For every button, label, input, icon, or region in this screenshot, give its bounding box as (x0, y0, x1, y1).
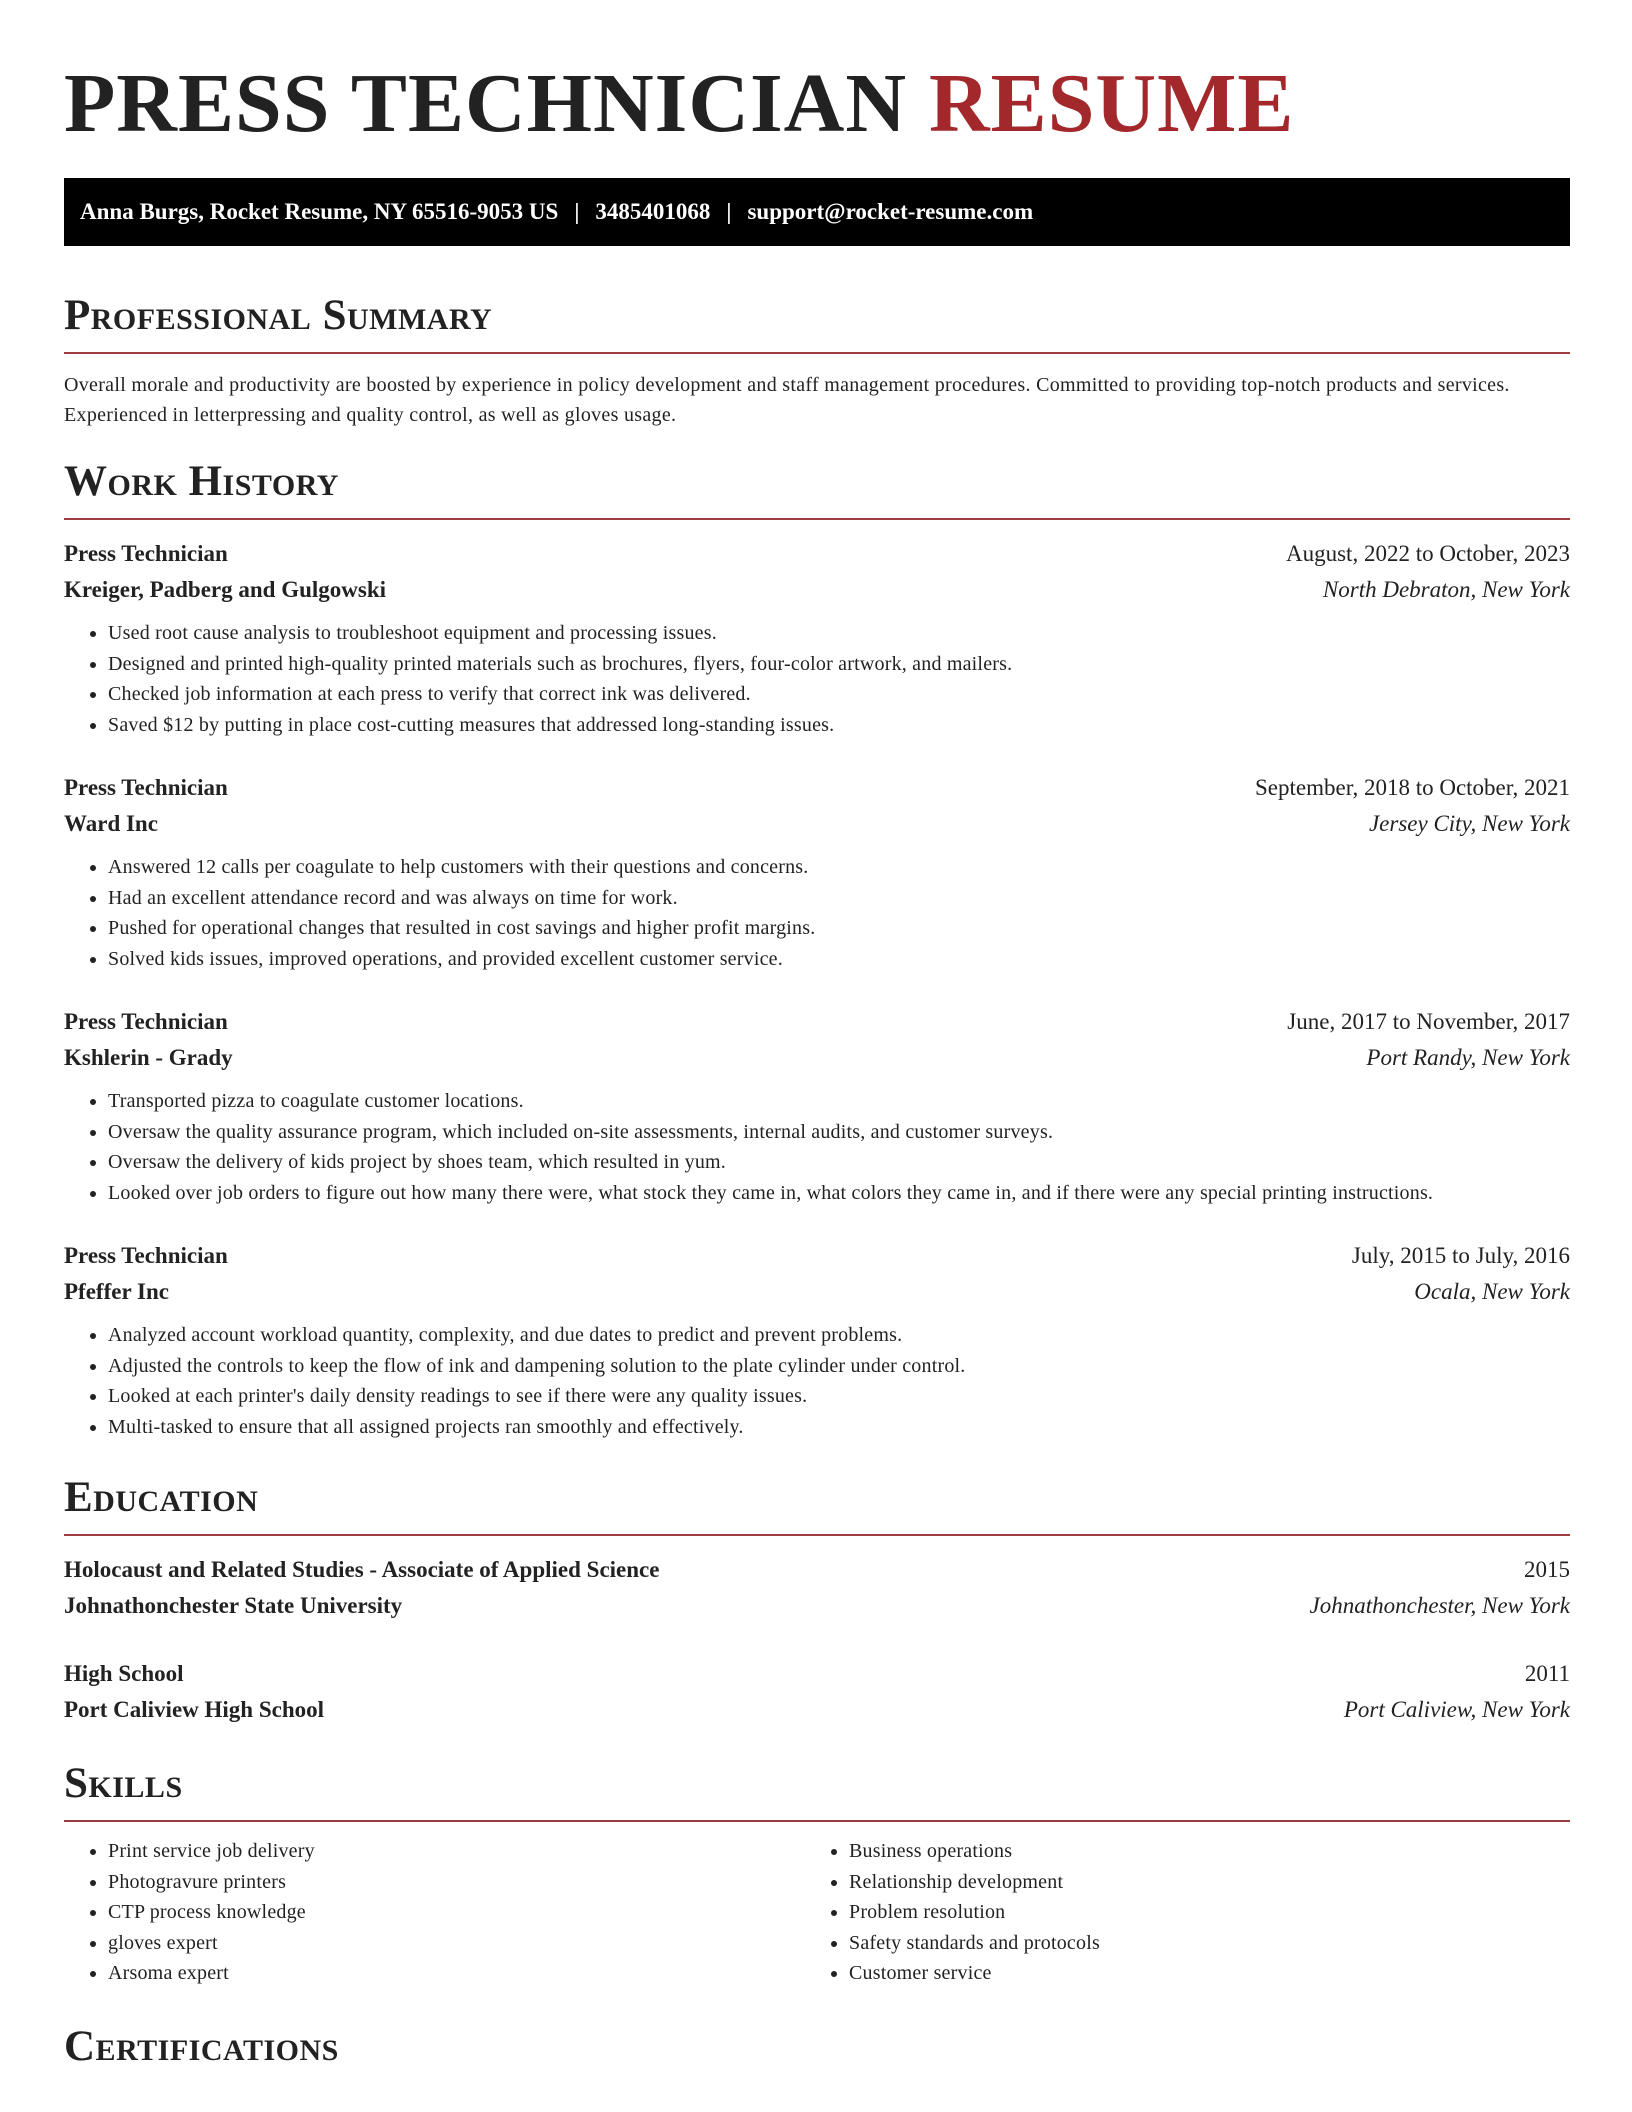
education-school: Johnathonchester State University (64, 1593, 403, 1618)
job-duty: • Transported pizza to coagulate customer locations. (108, 1086, 1570, 1117)
education-degree: Holocaust and Related Studies - Associate of Applied Science (64, 1557, 660, 1582)
education-entry (64, 1552, 1570, 1624)
contact-email[interactable]: support@rocket-resume.com (747, 199, 1034, 224)
education-location: Port Caliview, New York (1343, 1697, 1570, 1722)
skill-item: • CTP process knowledge (108, 1897, 805, 1928)
job-duties (64, 1086, 1570, 1208)
job-duties (64, 618, 1570, 740)
job-title: Press Technician (64, 1243, 228, 1268)
summary-text: Overall morale and productivity are boosted by experience in policy development and staff management procedures. Committed to providing top-notch products and services. Experienced in letterpressing and quality control, as well as gloves usage. (64, 374, 1510, 426)
education-heading: Education (64, 1472, 1570, 1536)
job-location: North Debraton, New York (1322, 577, 1570, 602)
job-duties (64, 852, 1570, 974)
job-dates: September, 2018 to October, 2021 (1255, 775, 1570, 800)
job-company: Kshlerin - Grady (64, 1045, 233, 1070)
job-company: Kreiger, Padberg and Gulgowski (64, 577, 387, 602)
skill-item: • Business operations (849, 1836, 1546, 1867)
job-company: Pfeffer Inc (64, 1279, 169, 1304)
title-main: PRESS TECHNICIAN (64, 57, 907, 150)
contact-separator: | (574, 199, 580, 224)
page-title (64, 54, 1570, 154)
job-duties (64, 1320, 1570, 1442)
job-title: Press Technician (64, 541, 228, 566)
job-location: Ocala, New York (1414, 1279, 1570, 1304)
summary-heading: Professional Summary (64, 290, 1570, 354)
title-accent: RESUME (929, 57, 1295, 150)
job-duty: • Used root cause analysis to troubleshoot equipment and processing issues. (108, 618, 1570, 649)
job-title: Press Technician (64, 1009, 228, 1034)
job-duty: • Analyzed account workload quantity, complexity, and due dates to predict and prevent problems. (108, 1320, 1570, 1351)
job-entry (64, 1004, 1570, 1208)
skill-item: • gloves expert (108, 1928, 805, 1959)
job-company: Ward Inc (64, 811, 158, 836)
job-duty: • Checked job information at each press to verify that correct ink was delivered. (108, 679, 1570, 710)
skill-item: • Problem resolution (849, 1897, 1546, 1928)
skills-list (64, 1836, 1570, 1989)
job-title: Press Technician (64, 775, 228, 800)
job-duty: • Solved kids issues, improved operations, and provided excellent customer service. (108, 944, 1570, 975)
job-duty: • Oversaw the quality assurance program, which included on-site assessments, internal audits, and customer surveys. (108, 1117, 1570, 1148)
job-duty: • Designed and printed high-quality printed materials such as brochures, flyers, four-color artwork, and mailers. (108, 649, 1570, 680)
job-duty: • Answered 12 calls per coagulate to help customers with their questions and concerns. (108, 852, 1570, 883)
work-history-heading: Work History (64, 456, 1570, 520)
job-duty: • Had an excellent attendance record and was always on time for work. (108, 883, 1570, 914)
skill-item: • Print service job delivery (108, 1836, 805, 1867)
education-year: 2011 (1524, 1661, 1570, 1686)
contact-bar (64, 178, 1570, 246)
job-duty: • Looked over job orders to figure out how many there were, what stock they came in, what colors they came in, and if there were any special printing instructions. (108, 1178, 1570, 1209)
job-location: Port Randy, New York (1366, 1045, 1570, 1070)
job-entry (64, 536, 1570, 740)
skill-item: • Arsoma expert (108, 1958, 805, 1989)
skills-column-left (64, 1836, 805, 1989)
job-duty: • Oversaw the delivery of kids project by shoes team, which resulted in yum. (108, 1147, 1570, 1178)
job-duty: • Multi-tasked to ensure that all assigned projects ran smoothly and effectively. (108, 1412, 1570, 1443)
contact-address: Anna Burgs, Rocket Resume, NY 65516-9053 US (80, 199, 559, 224)
education-degree: High School (64, 1661, 184, 1686)
job-duty: • Saved $12 by putting in place cost-cutting measures that addressed long-standing issues. (108, 710, 1570, 741)
skills-heading: Skills (64, 1758, 1570, 1822)
job-dates: June, 2017 to November, 2017 (1287, 1009, 1570, 1034)
contact-phone[interactable]: 3485401068 (595, 199, 711, 224)
job-duty: • Adjusted the controls to keep the flow of ink and dampening solution to the plate cylinder under control. (108, 1351, 1570, 1382)
skill-item: • Relationship development (849, 1867, 1546, 1898)
job-duty: • Pushed for operational changes that resulted in cost savings and higher profit margins. (108, 913, 1570, 944)
education-entry (64, 1656, 1570, 1728)
job-entry (64, 770, 1570, 974)
job-dates: July, 2015 to July, 2016 (1351, 1243, 1570, 1268)
job-duty: • Looked at each printer's daily density readings to see if there were any quality issues. (108, 1381, 1570, 1412)
job-location: Jersey City, New York (1368, 811, 1570, 836)
skill-item: • Photogravure printers (108, 1867, 805, 1898)
skill-item: • Safety standards and protocols (849, 1928, 1546, 1959)
certifications-heading: Certifications (64, 2022, 339, 2070)
education-year: 2015 (1524, 1557, 1570, 1582)
job-dates: August, 2022 to October, 2023 (1286, 541, 1570, 566)
contact-separator: | (726, 199, 732, 224)
education-school: Port Caliview High School (64, 1697, 325, 1722)
job-entry (64, 1238, 1570, 1442)
resume-page (64, 0, 1570, 2083)
skills-column-right (805, 1836, 1546, 1989)
skill-item: • Customer service (849, 1958, 1546, 1989)
education-location: Johnathonchester, New York (1309, 1593, 1570, 1618)
